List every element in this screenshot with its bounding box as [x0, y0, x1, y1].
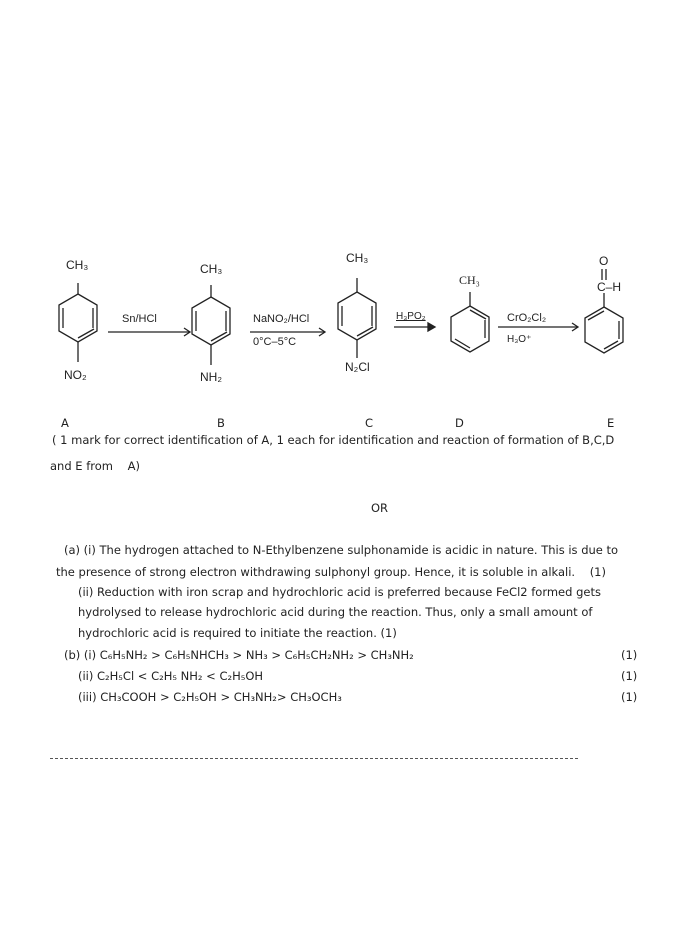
- part-b-iii: (iii) CH₃COOH > C₂H₅OH > CH₃NH₂> CH₃OCH₃: [78, 690, 342, 704]
- part-b-i: (b) (i) C₆H₅NH₂ > C₆H₅NHCH₃ > NH₃ > C₆H₅CH₂NH₂ > CH₃NH₂: [64, 648, 414, 662]
- part-a-ii-line1: (ii) Reduction with iron scrap and hydrochloric acid is preferred because FeCl2 formed gets: [78, 585, 601, 599]
- compound-a-ch3: CH₃: [66, 258, 89, 272]
- label-b: B: [217, 416, 225, 430]
- arrow2-condition: 0°C–5°C: [253, 336, 297, 348]
- part-a-ii-line3: hydrochloric acid is required to initiate the reaction. (1): [78, 626, 397, 640]
- arrow4-condition: H₃O⁺: [507, 334, 532, 345]
- reaction-scheme: [0, 0, 700, 400]
- part-b-iii-mark: (1): [621, 690, 638, 704]
- marking-note-line2: and E from A): [50, 459, 140, 473]
- arrow2-reagent: NaNO₂/HCl: [253, 313, 310, 325]
- part-b-ii: (ii) C₂H₅Cl < C₂H₅ NH₂ < C₂H₅OH: [78, 669, 264, 683]
- reaction-arrow-2: [250, 328, 325, 336]
- arrow3-reagent: H₃PO₂: [396, 311, 426, 322]
- label-d: D: [455, 416, 464, 430]
- benzene-ring-a: [59, 283, 97, 362]
- compound-c-n2cl: N₂Cl: [345, 360, 370, 374]
- part-a-ii-line2: hydrolysed to release hydrochloric acid during the reaction. Thus, only a small amount of: [78, 605, 593, 619]
- or-label: OR: [371, 501, 389, 515]
- arrow4-reagent: CrO₂Cl₂: [507, 312, 547, 324]
- part-a-i-line1: (a) (i) The hydrogen attached to N-Ethylbenzene sulphonamide is acidic in nature. This is due to: [64, 543, 619, 557]
- part-a-i-line2: the presence of strong electron withdrawing sulphonyl group. Hence, it is soluble in alkali. (1): [56, 565, 606, 579]
- compound-b-nh2: NH₂: [200, 370, 222, 384]
- benzene-ring-d: [451, 292, 489, 352]
- marking-note-line1: ( 1 mark for correct identification of A, 1 each for identification and reaction of formation of B,C,D: [52, 433, 615, 447]
- compound-e-oxygen: O: [599, 254, 609, 268]
- compound-b-ch3: CH₃: [200, 262, 223, 276]
- compound-a-no2: NO₂: [64, 368, 87, 382]
- reaction-arrow-3: [394, 323, 435, 331]
- compound-d-ch3: CH₃: [459, 273, 480, 287]
- label-e: E: [607, 416, 615, 430]
- benzene-ring-c: [338, 278, 376, 358]
- dashed-divider: [50, 758, 578, 759]
- part-b-ii-mark: (1): [621, 669, 638, 683]
- benzene-ring-b: [192, 285, 230, 365]
- compound-c-ch3: CH₃: [346, 251, 369, 265]
- reaction-arrow-1: [108, 328, 190, 336]
- label-c: C: [365, 416, 374, 430]
- part-b-i-mark: (1): [621, 648, 638, 662]
- compound-e-carbonyl: C–H: [597, 280, 622, 294]
- arrow1-reagent: Sn/HCl: [122, 313, 157, 325]
- reaction-arrow-4: [498, 323, 578, 331]
- label-a: A: [61, 416, 69, 430]
